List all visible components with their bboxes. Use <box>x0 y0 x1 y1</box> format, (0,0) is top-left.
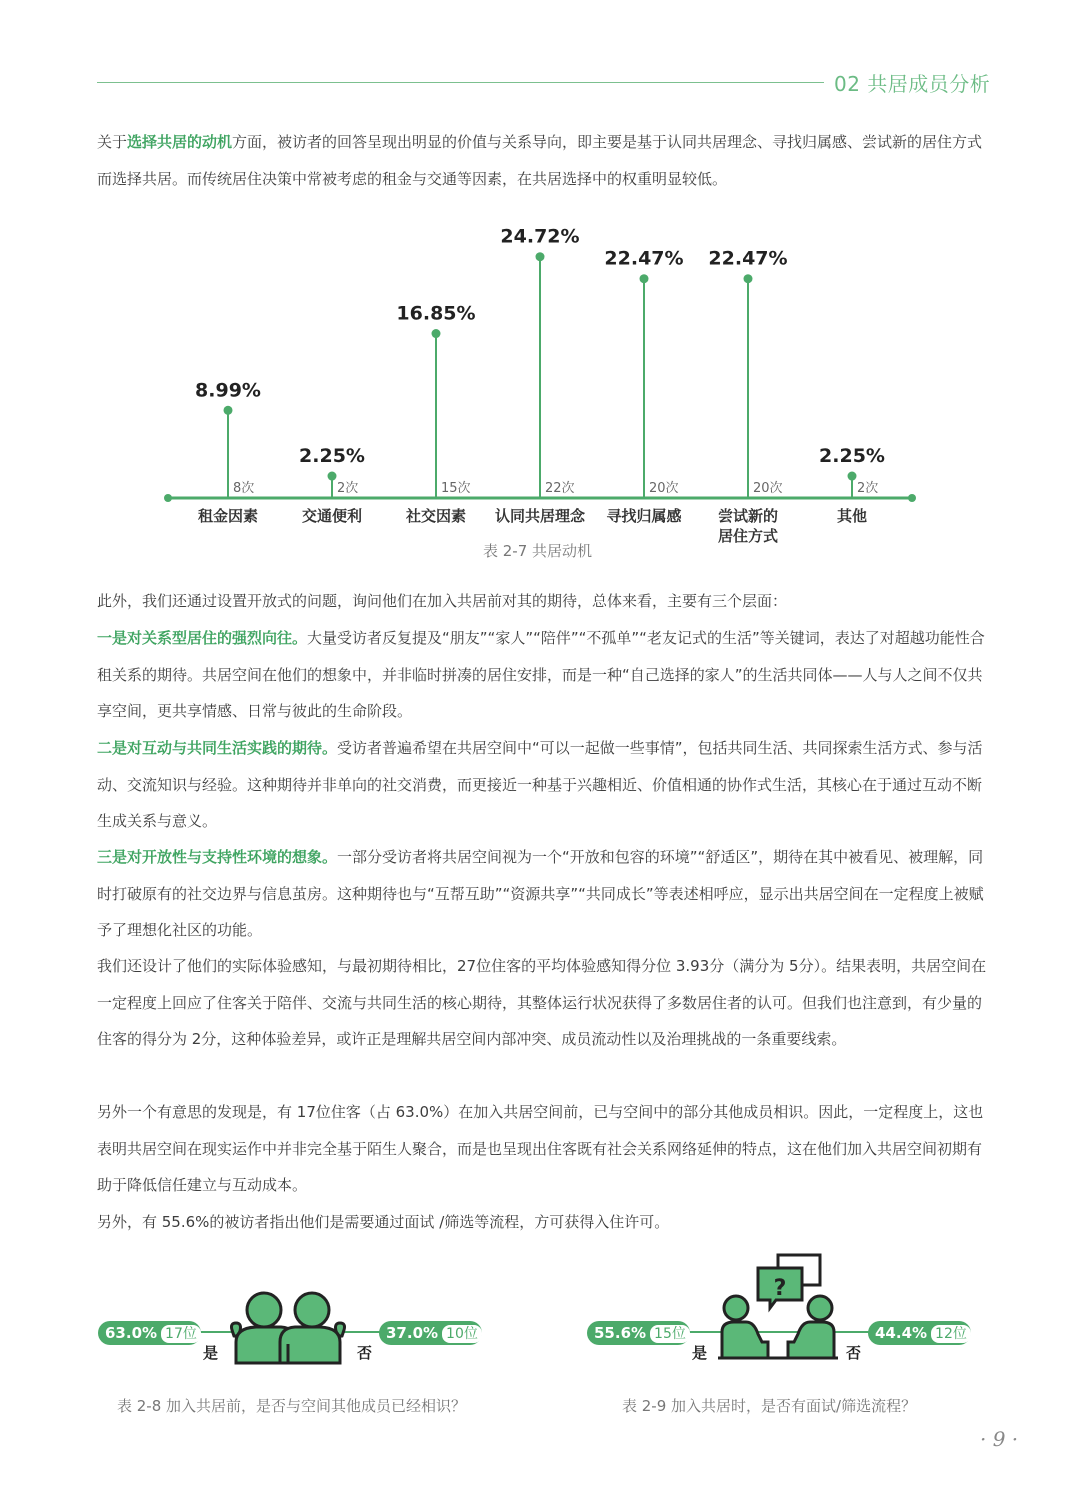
paragraph-experience: 我们还设计了他们的实际体验感知，与最初期待相比，27位住客的平均体验感知得分位 3.93分（满分为 5分）。结果表明，共居空间在一定程度上回应了住客关于陪伴、交流与共同生活的核心期待，其整体运行状况获得了多数居住者的认可。但我们也注意到，有少量的住客的得分为 2分，这种体验差异，或许正是理解共居空间内部冲突、成员流动性以及治理挑战的一条重要线索。 <box>97 957 987 1048</box>
paragraph-expectation-three <box>97 839 987 949</box>
chart-category-label: 尝试新的 <box>717 507 779 525</box>
motivation-chart <box>160 210 920 550</box>
chart-value-label: 22.47% <box>708 247 788 270</box>
chart-value-label: 24.72% <box>500 225 580 248</box>
paragraph-expectations-intro: 此外，我们还通过设置开放式的问题，询问他们在加入共居前对其的期待，总体来看，主要有三个层面： <box>97 592 788 610</box>
paragraph-expectation-one <box>97 620 987 730</box>
chart-value-label: 16.85% <box>396 302 476 325</box>
page-number: · 9 · <box>980 1427 1019 1451</box>
intro-prefix: 关于 <box>97 133 128 151</box>
interview-yes-count: 15位 <box>650 1325 690 1343</box>
chart-point <box>432 329 441 338</box>
expectation-one-text: 大量受访者反复提及“朋友”“家人”“陪伴”“不孤单”“老友记式的生活”等关键词，表达了对超越功能性合租关系的期待。共居空间在他们的想象中，并非临时拼凑的居住安排，而是一种“自己选择的家人”的生活共同体——人与人之间不仅共享空间，更共享情感、日常与彼此的生命阶段。 <box>97 629 985 720</box>
interview-no-label: 否 <box>846 1344 862 1362</box>
chart-count-label: 2次 <box>857 481 879 496</box>
intro-text: 方面，被访者的回答呈现出明显的价值与关系导向，即主要是基于认同共居理念、寻找归属感、尝试新的居住方式而选择共居。而传统居住决策中常被考虑的租金与交通等因素，在共居选择中的权重明显较低。 <box>97 133 983 188</box>
chart-point <box>744 274 753 283</box>
acquainted-no-count: 10位 <box>442 1325 482 1343</box>
paragraph-acquainted: 另外一个有意思的发现是，有 17位住客（占 63.0%）在加入共居空间前，已与空间中的部分其他成员相识。因此，一定程度上，这也表明共居空间在现实运作中并非完全基于陌生人聚合，而是也呈现出住客既有社会关系网络延伸的特点，这在他们加入共居空间初期有助于降低信任建立与互动成本。 <box>97 1103 984 1194</box>
interview-no-count: 12位 <box>931 1325 971 1343</box>
chart-axis-end-dot <box>908 494 916 502</box>
chart-count-label: 8次 <box>233 481 255 496</box>
acquainted-no-percent: 37.0% <box>386 1324 439 1342</box>
acquainted-caption: 表 2-8 加入共居前，是否与空间其他成员已经相识？ <box>117 1397 467 1415</box>
chart-category-label: 认同共居理念 <box>494 507 586 525</box>
chart-category-label: 社交因素 <box>405 507 467 525</box>
chart-category-label: 租金因素 <box>197 507 259 525</box>
chart-value-label: 2.25% <box>819 445 885 468</box>
intro-paragraph <box>97 124 987 197</box>
acquainted-yes-percent: 63.0% <box>105 1324 158 1342</box>
expectation-two-text: 受访者普遍希望在共居空间中“可以一起做一些事情”，包括共同生活、共同探索生活方式、参与活动、交流知识与经验。这种期待并非单向的社交消费，而更接近一种基于兴趣相近、价值相通的协作式生活，其核心在于通过互动不断生成关系与意义。 <box>97 739 983 830</box>
chart-count-label: 2次 <box>337 481 359 496</box>
interview-caption: 表 2-9 加入共居时，是否有面试/筛选流程？ <box>622 1397 917 1415</box>
chart-value-label: 22.47% <box>604 247 684 270</box>
chart-point <box>224 406 233 415</box>
chart-count-label: 20次 <box>753 481 783 496</box>
header-rule <box>97 82 824 83</box>
svg-text:?: ? <box>773 1276 787 1301</box>
interview-no-percent: 44.4% <box>875 1324 928 1342</box>
chart-value-label: 8.99% <box>195 379 261 402</box>
acquainted-yes-pill <box>98 1321 201 1345</box>
interview-yes-label: 是 <box>692 1344 708 1362</box>
expectation-two-heading: 二是对互动与共同生活实践的期待。 <box>97 739 338 757</box>
expectation-three-heading: 三是对开放性与支持性环境的想象。 <box>97 848 338 866</box>
acquainted-yes-label: 是 <box>203 1344 219 1362</box>
chart-count-label: 22次 <box>545 481 575 496</box>
acquainted-yes-count: 17位 <box>161 1325 201 1343</box>
two-people-icon <box>226 1290 350 1369</box>
acquainted-no-pill <box>379 1321 482 1345</box>
chart-value-label: 2.25% <box>299 445 365 468</box>
chart-point <box>536 252 545 261</box>
paragraph-expectation-two <box>97 730 987 840</box>
expectation-three-text: 一部分受访者将共居空间视为一个“开放和包容的环境”“舒适区”，期待在其中被看见、被理解，同时打破原有的社交边界与信息茧房。这种期待也与“互帮互助”“资源共享”“共同成长”等表述相呼应，显示出共居空间在一定程度上被赋予了理想化社区的功能。 <box>97 848 984 939</box>
chart-count-label: 20次 <box>649 481 679 496</box>
interview-yes-pill <box>587 1321 690 1345</box>
chart-category-label: 其他 <box>836 507 868 525</box>
chart-axis-start-dot <box>164 494 172 502</box>
chart-category-label: 交通便利 <box>301 507 363 525</box>
intro-highlight: 选择共居的动机 <box>127 133 233 151</box>
chart-category-label: 居住方式 <box>717 527 779 545</box>
chart-point <box>640 274 649 283</box>
chart-point <box>328 472 337 481</box>
paragraph-interview: 另外，有 55.6%的被访者指出他们是需要通过面试 /筛选等流程，方可获得入住许可。 <box>97 1213 670 1231</box>
chart-caption: 表 2-7 共居动机 <box>483 542 593 560</box>
interview-icon <box>718 1250 838 1374</box>
chart-category-label: 寻找归属感 <box>606 507 682 525</box>
section-title: 02 共居成员分析 <box>834 72 991 96</box>
chart-point <box>848 472 857 481</box>
expectation-one-heading: 一是对关系型居住的强烈向往。 <box>97 629 308 647</box>
interview-no-pill <box>868 1321 971 1345</box>
interview-yes-percent: 55.6% <box>594 1324 647 1342</box>
chart-count-label: 15次 <box>441 481 471 496</box>
acquainted-no-label: 否 <box>357 1344 373 1362</box>
